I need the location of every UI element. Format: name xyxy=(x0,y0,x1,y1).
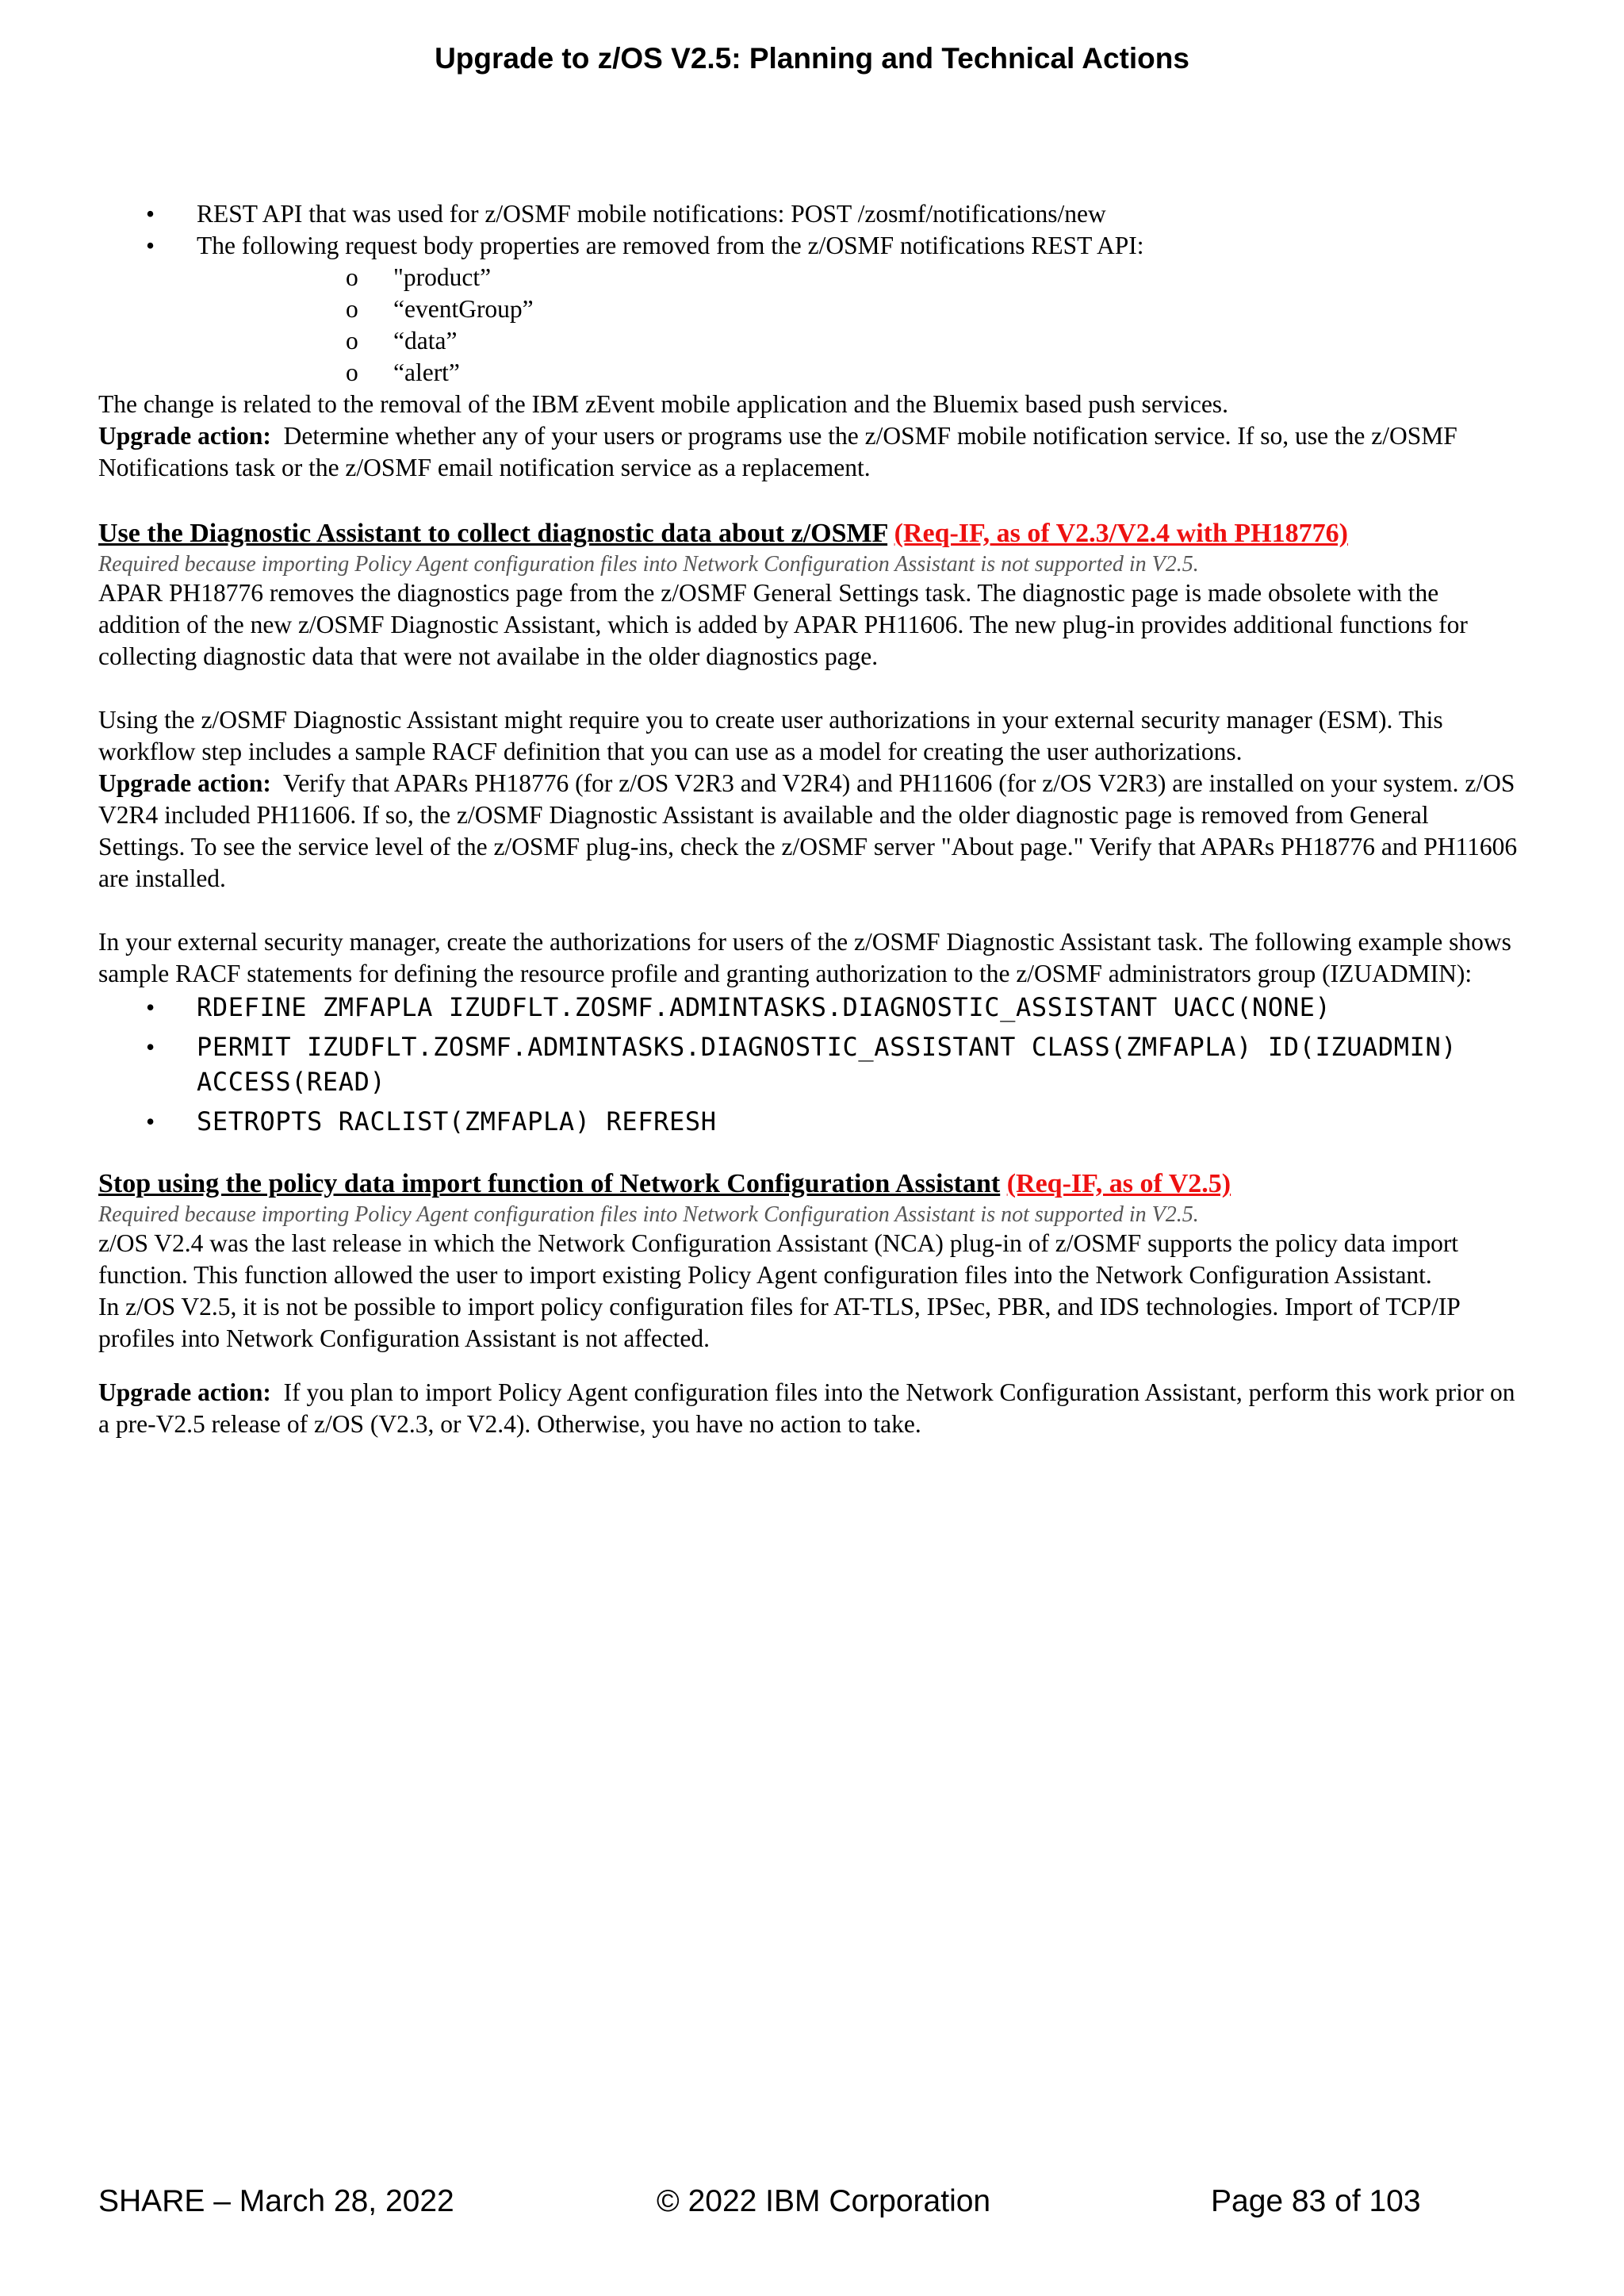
section-title-text: Use the Diagnostic Assistant to collect diagnostic data about z/OSMF xyxy=(98,519,888,548)
upgrade-action-paragraph xyxy=(98,1377,1518,1440)
upgrade-action-paragraph xyxy=(98,420,1518,484)
section-note: Required because importing Policy Agent configuration files into Network Configuration Assistant is not supported in V2.5. xyxy=(98,1202,1199,1227)
footer-event-date: SHARE – March 28, 2022 xyxy=(98,2184,454,2218)
upgrade-action-paragraph xyxy=(98,768,1518,895)
racf-code-list xyxy=(98,990,1518,1139)
section-title-text: Stop using the policy data import function of Network Configuration Assistant xyxy=(98,1169,1001,1198)
intro-bullet-list xyxy=(98,198,1518,389)
page-content xyxy=(98,198,1518,1440)
property-sublist xyxy=(197,262,1518,389)
sublist-item: o “alert” xyxy=(197,357,1518,389)
code-line: • SETROPTS RACLIST(ZMFAPLA) REFRESH xyxy=(98,1104,1518,1139)
upgrade-action-text: Verify that APARs PH18776 (for z/OS V2R3 and V2R4) and PH11606 (for z/OS V2R3) are installed on your system. z/OS V2R4 included PH11606. If so, the z/OSMF Diagnostic Assistant is available and the older diagnostic page is removed from General Settings. To see the service level of the z/OSMF plug-ins, check the z/OSMF server "About page." Verify that APARs PH18776 and PH11606 are installed. xyxy=(98,769,1518,892)
upgrade-action-text: If you plan to import Policy Agent configuration files into the Network Configuration Assistant, perform this work prior on a pre-V2.5 release of z/OS (V2.3, or V2.4). Otherwise, you have no action to take. xyxy=(98,1378,1515,1438)
upgrade-action-label: Upgrade action: xyxy=(98,769,271,797)
paragraph: z/OS V2.4 was the last release in which the Network Configuration Assistant (NCA) plug-in of z/OSMF supports the policy data import function. This function allowed the user to import existing Policy Agent configuration files into the Network Configuration Assistant. xyxy=(98,1229,1459,1289)
upgrade-action-text: Determine whether any of your users or programs use the z/OSMF mobile notification service. If so, use the z/OSMF Notifications task or the z/OSMF email notification service as a replacement. xyxy=(98,422,1457,481)
list-item xyxy=(98,230,1518,389)
list-item: • REST API that was used for z/OSMF mobile notifications: POST /zosmf/notifications/new xyxy=(98,198,1518,230)
section-heading-policy-import xyxy=(98,1166,1518,1202)
section-heading-diagnostic-assistant xyxy=(98,516,1518,552)
section-note: Required because importing Policy Agent configuration files into Network Configuration Assistant is not supported in V2.5. xyxy=(98,552,1199,577)
sublist-item: o "product” xyxy=(197,262,1518,293)
code-line: • PERMIT IZUDFLT.ZOSMF.ADMINTASKS.DIAGNOSTIC_ASSISTANT CLASS(ZMFAPLA) ID(IZUADMIN) ACCESS(READ) xyxy=(98,1029,1518,1099)
change-paragraph: The change is related to the removal of the IBM zEvent mobile application and the Bluemix based push services. xyxy=(98,390,1228,418)
paragraph: In your external security manager, create the authorizations for users of the z/OSMF Diagnostic Assistant task. The following example shows sample RACF statements for defining the resource profile and granting authorization to the z/OSMF administrators group (IZUADMIN): xyxy=(98,928,1511,987)
sublist-item: o “data” xyxy=(197,325,1518,357)
paragraph: In z/OS V2.5, it is not be possible to import policy configuration files for AT-TLS, IPSec, PBR, and IDS technologies. Import of TCP/IP profiles into Network Configuration Assistant is not affected. xyxy=(98,1293,1460,1352)
page-footer xyxy=(0,2181,1624,2222)
upgrade-action-label: Upgrade action: xyxy=(98,1378,271,1406)
upgrade-action-label: Upgrade action: xyxy=(98,422,271,450)
sublist-item: o “eventGroup” xyxy=(197,293,1518,325)
footer-copyright: © 2022 IBM Corporation xyxy=(657,2184,991,2218)
requirement-tag: (Req-IF, as of V2.3/V2.4 with PH18776) xyxy=(894,519,1348,548)
requirement-tag: (Req-IF, as of V2.5) xyxy=(1006,1169,1231,1198)
code-line: • RDEFINE ZMFAPLA IZUDFLT.ZOSMF.ADMINTASKS.DIAGNOSTIC_ASSISTANT UACC(NONE) xyxy=(98,990,1518,1025)
page-header-title: Upgrade to z/OS V2.5: Planning and Technical Actions xyxy=(435,42,1189,75)
footer-page-number: Page 83 of 103 xyxy=(1211,2184,1421,2218)
paragraph: APAR PH18776 removes the diagnostics page from the z/OSMF General Settings task. The diagnostic page is made obsolete with the addition of the new z/OSMF Diagnostic Assistant, which is added by APAR PH11606. The new plug-in provides additional functions for collecting diagnostic data that were not availabe in the older diagnostics page. xyxy=(98,579,1468,670)
list-item-text: The following request body properties are removed from the z/OSMF notifications REST API: xyxy=(197,232,1144,259)
paragraph: Using the z/OSMF Diagnostic Assistant might require you to create user authorizations in your external security manager (ESM). This workflow step includes a sample RACF definition that you can use as a model for creating the user authorizations. xyxy=(98,706,1443,765)
